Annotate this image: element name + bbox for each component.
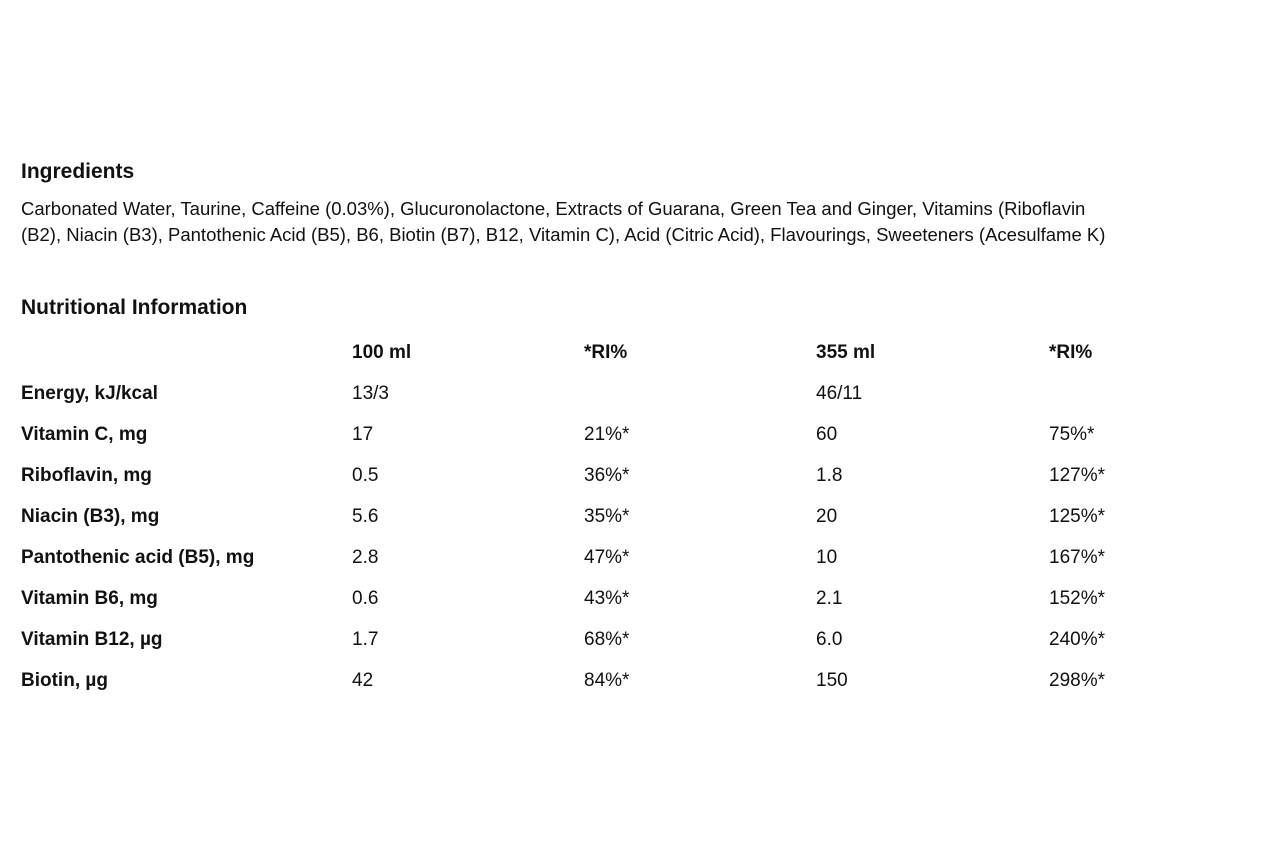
ri-355ml-cell: 75%*	[1049, 423, 1095, 445]
table-row	[21, 578, 1199, 619]
header-cell-per-355ml: 355 ml	[816, 341, 876, 363]
ri-100ml-cell: 84%*	[584, 669, 630, 691]
header-cell-ri-100ml: *RI%	[584, 341, 628, 363]
table-row	[21, 537, 1199, 578]
value-355ml-cell: 2.1	[816, 587, 843, 609]
value-100ml-cell: 1.7	[352, 628, 379, 650]
nutrition-header-row	[21, 332, 1199, 373]
value-100ml-cell: 2.8	[352, 546, 379, 568]
nutrition-table	[21, 332, 1199, 701]
value-355ml-cell: 20	[816, 505, 838, 527]
nutrient-name-cell: Biotin, µg	[21, 669, 108, 691]
nutrient-name-cell: Riboflavin, mg	[21, 464, 152, 486]
nutrient-name-cell: Vitamin C, mg	[21, 423, 148, 445]
ri-100ml-cell	[584, 373, 816, 414]
table-row	[21, 414, 1199, 455]
table-row	[21, 496, 1199, 537]
nutrient-name-cell: Pantothenic acid (B5), mg	[21, 546, 255, 568]
nutrition-title: Nutritional Information	[21, 296, 248, 319]
ingredients-line: Carbonated Water, Taurine, Caffeine (0.03%), Glucuronolactone, Extracts of Guarana, Green Tea and Ginger, Vitamins (Riboflavin	[21, 198, 1086, 219]
nutrient-name-cell: Vitamin B6, mg	[21, 587, 158, 609]
value-355ml-cell: 150	[816, 669, 848, 691]
value-355ml-cell: 60	[816, 423, 838, 445]
table-row	[21, 455, 1199, 496]
table-row	[21, 619, 1199, 660]
ingredients-line: (B2), Niacin (B3), Pantothenic Acid (B5), B6, Biotin (B7), B12, Vitamin C), Acid (Citric Acid), Flavourings, Sweeteners (Acesulfame K)	[21, 224, 1106, 245]
nutrient-name-cell: Vitamin B12, µg	[21, 628, 163, 650]
table-row	[21, 373, 1199, 414]
ri-355ml-cell: 152%*	[1049, 587, 1105, 609]
ri-355ml-cell	[1049, 373, 1199, 414]
value-100ml-cell: 17	[352, 423, 374, 445]
ri-355ml-cell: 127%*	[1049, 464, 1105, 486]
ri-100ml-cell: 21%*	[584, 423, 630, 445]
header-cell-nutrient	[21, 332, 352, 373]
value-355ml-cell: 10	[816, 546, 838, 568]
ingredients-title: Ingredients	[21, 160, 135, 183]
ri-100ml-cell: 35%*	[584, 505, 630, 527]
ri-100ml-cell: 68%*	[584, 628, 630, 650]
value-355ml-cell: 46/11	[816, 382, 863, 404]
ri-355ml-cell: 240%*	[1049, 628, 1105, 650]
value-355ml-cell: 1.8	[816, 464, 843, 486]
ri-100ml-cell: 36%*	[584, 464, 630, 486]
ingredients-text	[21, 196, 1271, 248]
nutrient-name-cell: Energy, kJ/kcal	[21, 382, 158, 404]
value-355ml-cell: 6.0	[816, 628, 843, 650]
ri-100ml-cell: 47%*	[584, 546, 630, 568]
nutrition-table-body	[21, 373, 1199, 701]
value-100ml-cell: 0.6	[352, 587, 379, 609]
header-cell-ri-355ml: *RI%	[1049, 341, 1093, 363]
ri-355ml-cell: 298%*	[1049, 669, 1105, 691]
nutrient-name-cell: Niacin (B3), mg	[21, 505, 160, 527]
value-100ml-cell: 42	[352, 669, 374, 691]
ri-355ml-cell: 125%*	[1049, 505, 1105, 527]
header-cell-per-100ml: 100 ml	[352, 341, 412, 363]
ri-355ml-cell: 167%*	[1049, 546, 1105, 568]
value-100ml-cell: 13/3	[352, 382, 389, 404]
value-100ml-cell: 0.5	[352, 464, 379, 486]
ri-100ml-cell: 43%*	[584, 587, 630, 609]
value-100ml-cell: 5.6	[352, 505, 379, 527]
table-row	[21, 660, 1199, 701]
